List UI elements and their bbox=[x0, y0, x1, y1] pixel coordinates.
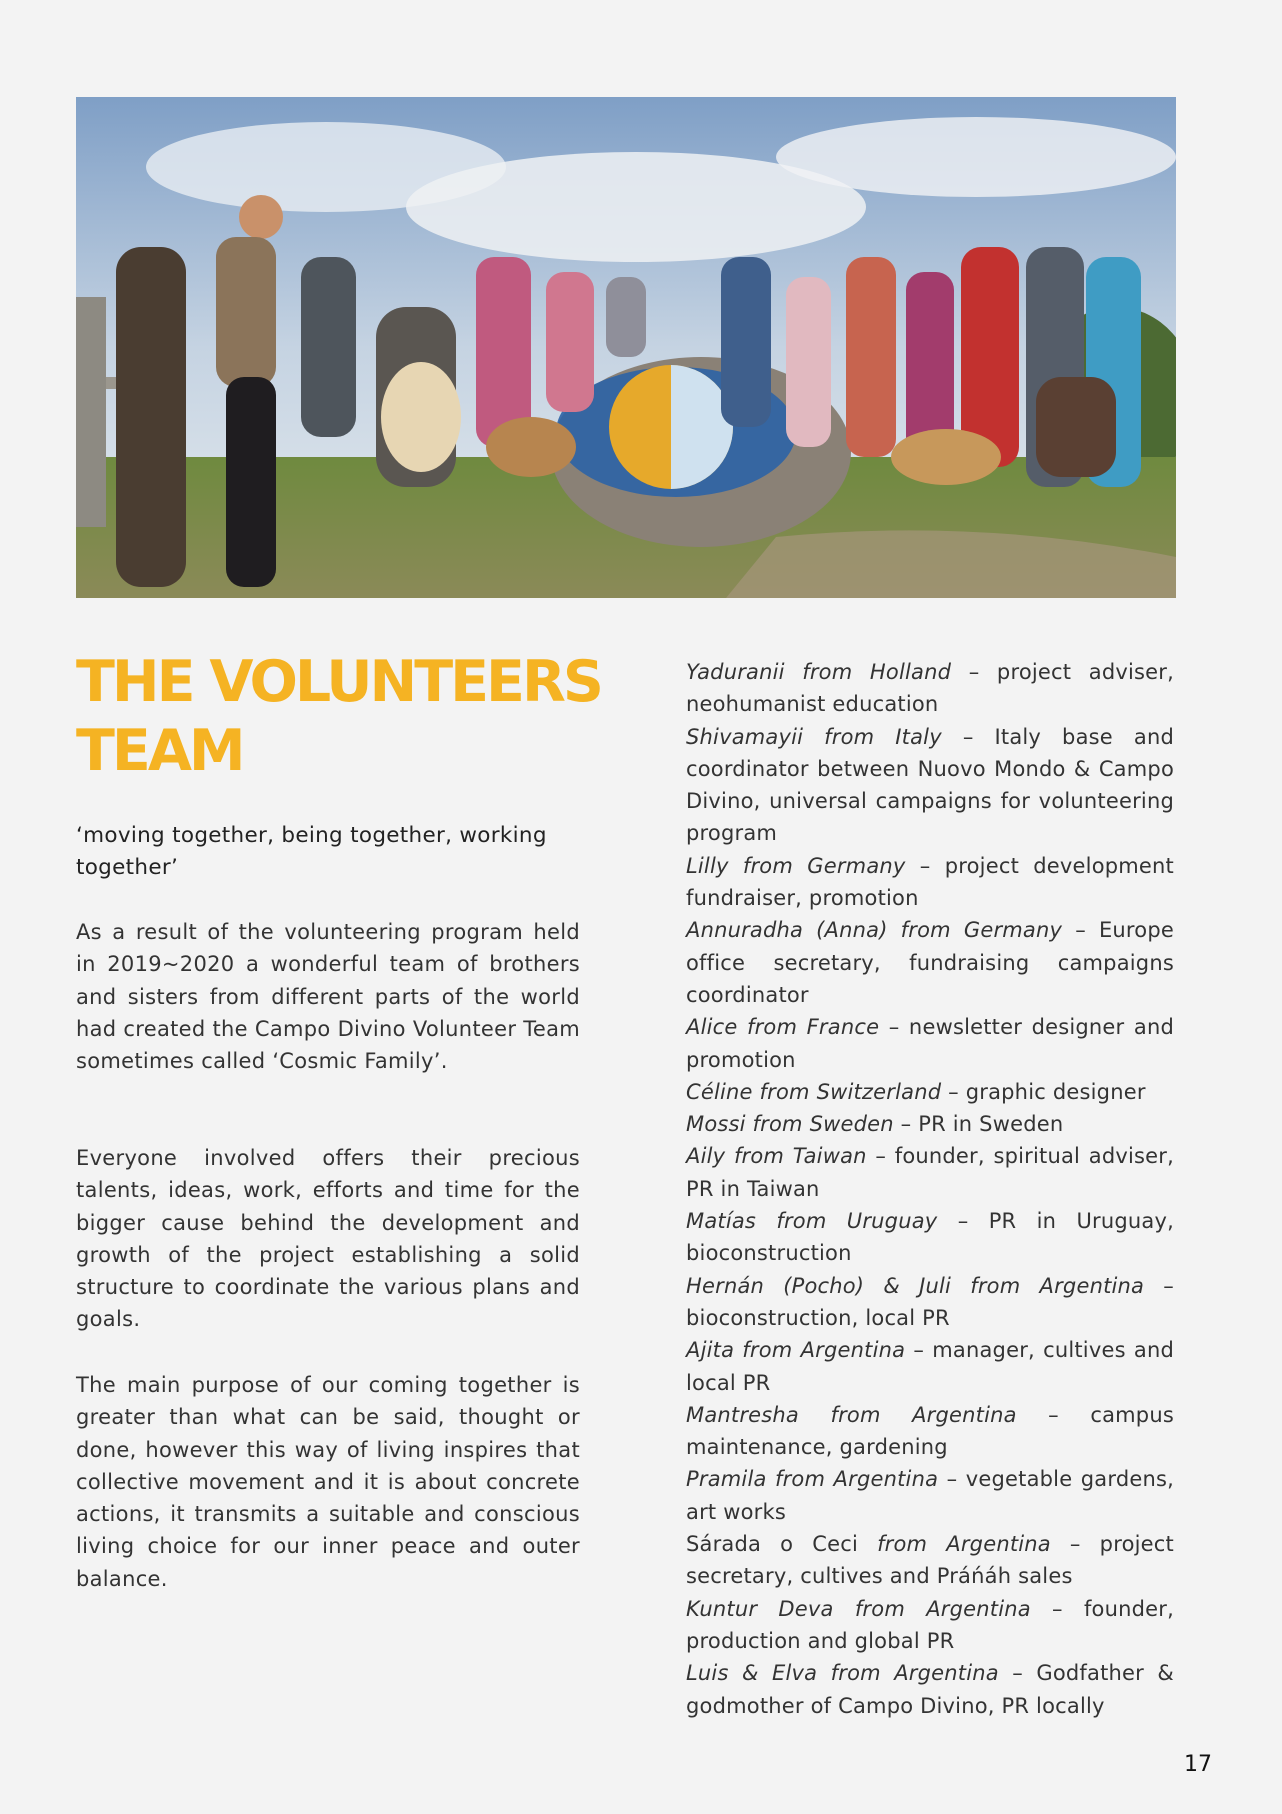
list-item: Kuntur Deva from Argentina – founder, production and global PR bbox=[686, 1596, 1174, 1653]
list-item: Shivamayii from Italy – Italy base and coordinator between Nuovo Mondo & Campo Divino, universal campaigns for volunteering program bbox=[686, 724, 1174, 846]
volunteer-list bbox=[686, 656, 1174, 1722]
list-item: Hernán (Pocho) & Juli from Argentina – bioconstruction, local PR bbox=[686, 1273, 1175, 1330]
purpose-paragraph: The main purpose of our coming together is greater than what can be said, thought or done, however this way of living inspires that collective movement and it is about concrete actions, it transmits a suitable and conscious living choice for our inner peace and outer balance. bbox=[76, 1373, 580, 1591]
list-item: Alice from France – newsletter designer and promotion bbox=[686, 1015, 1174, 1072]
list-item: Aily from Taiwan – founder, spiritual adviser, PR in Taiwan bbox=[686, 1144, 1174, 1201]
list-item: Ajita from Argentina – manager, cultives and local PR bbox=[686, 1338, 1175, 1395]
team-photo bbox=[76, 97, 1176, 598]
list-item: Annuradha (Anna) from Germany – Europe office secretary, fundraising campaigns coordinator bbox=[686, 918, 1175, 1007]
list-item: Sárada o Ceci from Argentina – project secretary, cultives and Práńáh sales bbox=[686, 1532, 1174, 1589]
page-number: 17 bbox=[1184, 1752, 1212, 1777]
intro-paragraph: As a result of the volunteering program held in 2019~2020 a wonderful team of brothers and sisters from different parts of the world had created the Campo Divino Volunteer Team sometimes called ‘Cosmic Family’. bbox=[76, 920, 580, 1074]
list-item: Mossi from Sweden – PR in Sweden bbox=[686, 1112, 1064, 1137]
list-item: Céline from Switzerland – graphic designer bbox=[686, 1079, 1146, 1104]
contribution-paragraph: Everyone involved offers their precious talents, ideas, work, efforts and time for the bigger cause behind the development and growth of the project establishing a solid structure to coordinate the various plans and goals. bbox=[76, 1146, 580, 1332]
tagline: ‘moving together, being together, working together’ bbox=[76, 823, 547, 880]
list-item: Pramila from Argentina – vegetable gardens, art works bbox=[686, 1467, 1174, 1524]
list-item: Luis & Elva from Argentina – Godfather & godmother of Campo Divino, PR locally bbox=[686, 1661, 1174, 1718]
list-item: Mantresha from Argentina – campus maintenance, gardening bbox=[686, 1402, 1174, 1460]
list-item: Yaduranii from Holland – project adviser, neohumanist education bbox=[686, 660, 1174, 717]
list-item: Lilly from Germany – project development fundraiser, promotion bbox=[686, 853, 1174, 911]
list-item: Matías from Uruguay – PR in Uruguay, bioconstruction bbox=[686, 1209, 1174, 1266]
page-title: THE VOLUNTEERS TEAM bbox=[76, 649, 601, 784]
